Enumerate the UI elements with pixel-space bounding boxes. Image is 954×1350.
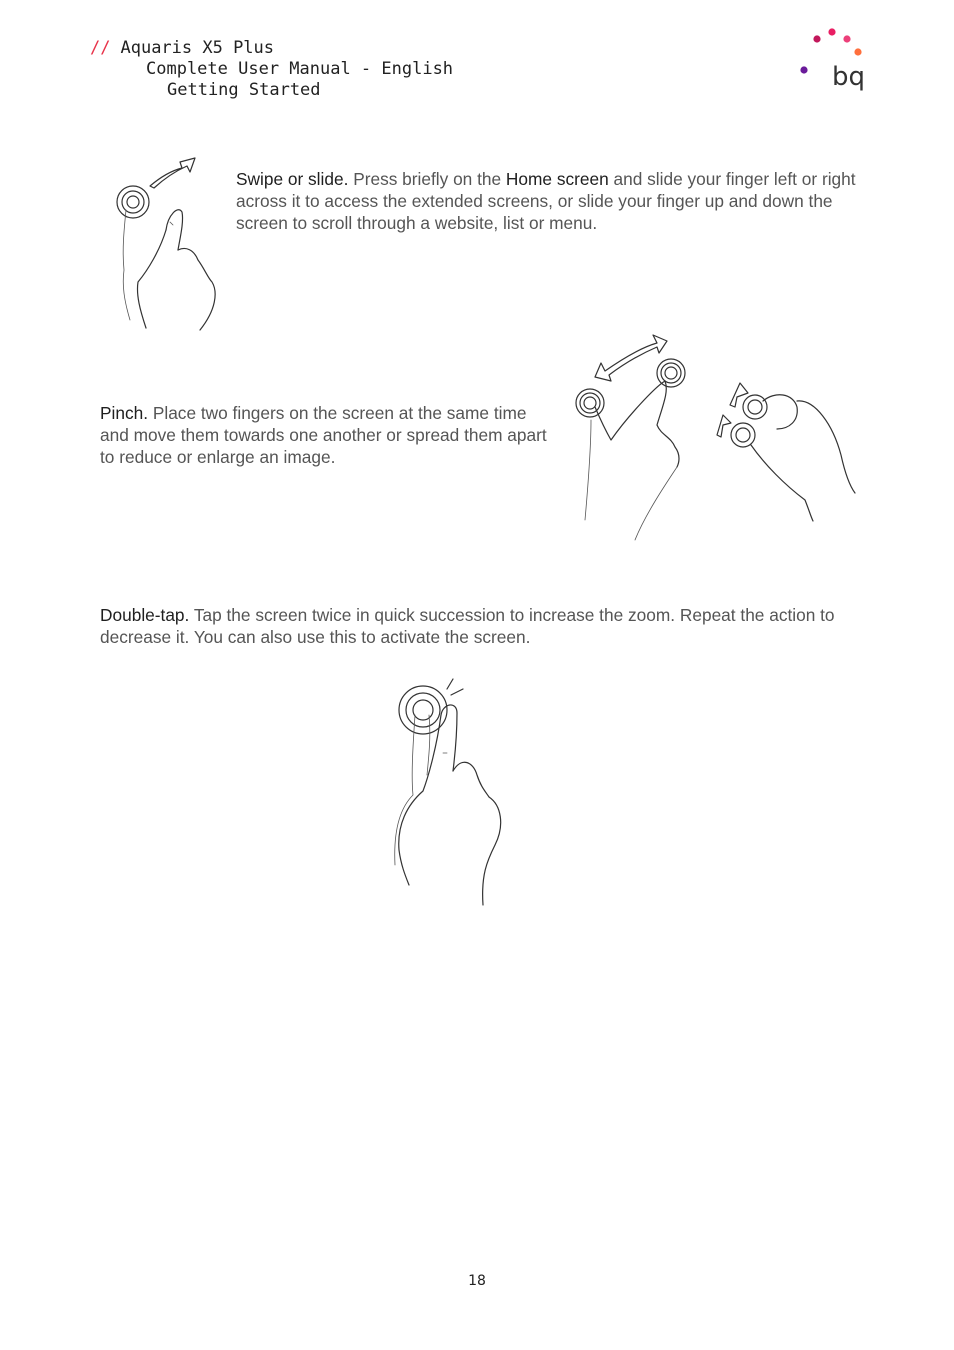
logo-dot-2 (828, 28, 835, 35)
header-manual: Complete User Manual - English (146, 59, 454, 79)
pinch-description (100, 402, 560, 468)
header-section: Getting Started (167, 80, 321, 100)
doubletap-term: Double-tap. (100, 605, 190, 625)
swipe-home-screen: Home screen (505, 169, 609, 189)
swipe-text-part2: and slide your finger left or right across it to access the extended screens, or slide your finger up and down the screen to scroll through a website, list or menu. (236, 169, 856, 233)
header-product: Aquaris X5 Plus (120, 38, 275, 58)
logo-dot-3 (843, 35, 850, 42)
document-header (90, 38, 453, 101)
doubletap-text: Tap the screen twice in quick succession to increase the zoom. Repeat the action to decrease it. You can also use this to activate the screen. (100, 605, 835, 647)
bq-logo (795, 25, 870, 100)
pinch-hands-illustration (565, 325, 865, 550)
page-number: 18 (468, 1273, 486, 1289)
logo-dot-4 (854, 48, 861, 55)
logo-dot-1 (813, 35, 820, 42)
swipe-hand-illustration (108, 150, 228, 340)
logo-text: bq (832, 62, 866, 92)
header-slashes: // (90, 38, 111, 58)
logo-dot-5 (800, 66, 807, 73)
pinch-term: Pinch. (100, 403, 149, 423)
header-line-product (90, 38, 453, 59)
doubletap-hand-illustration (385, 675, 515, 910)
pinch-text: Place two fingers on the screen at the same time and move them towards one another or spread them apart to reduce or enlarge an image. (100, 403, 547, 467)
swipe-term: Swipe or slide. (236, 169, 349, 189)
doubletap-description (100, 604, 880, 648)
swipe-text-part1: Press briefly on the (348, 169, 506, 189)
swipe-description (236, 168, 878, 234)
